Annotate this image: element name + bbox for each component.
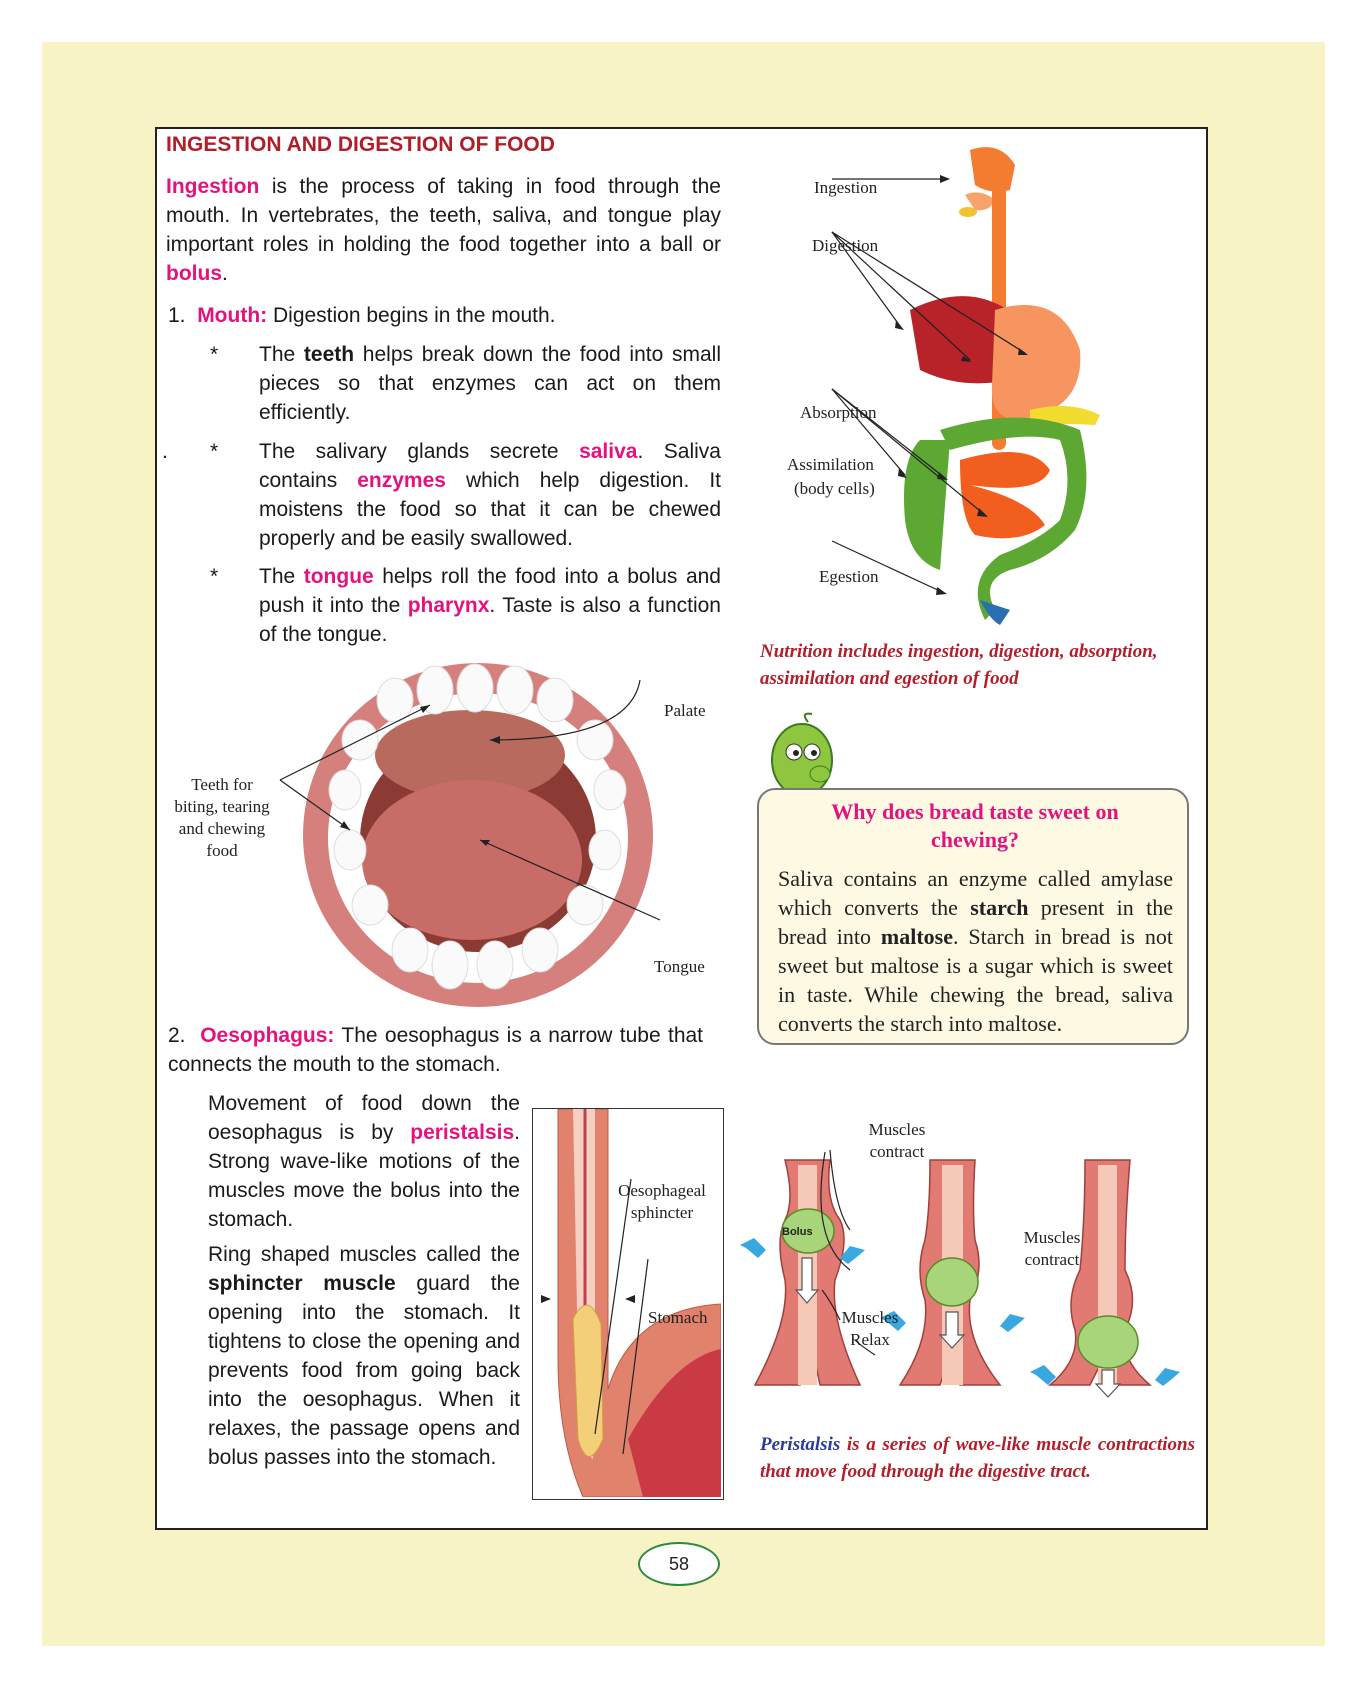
bullet-saliva: The salivary glands secrete saliva. Saliva contains enzymes which help digestion. It moistens the food so that it can be chewed properly and be easily swallowed. xyxy=(259,440,722,550)
label-muscles-relax: Muscles Relax xyxy=(841,1308,899,1349)
mouth-pointer-lines xyxy=(260,680,720,950)
label-palate: Palate xyxy=(664,701,706,720)
mouth-item: 1. Mouth: Digestion begins in the mouth. xyxy=(168,304,556,327)
digestive-arrows xyxy=(700,160,1120,630)
peristalsis-paragraph: Movement of food down the oesophagus is by peristalsis. Strong wave-like motions of the muscles move the bolus into the stomach. xyxy=(208,1092,520,1231)
label-muscles-contract-1: Muscles contract xyxy=(868,1120,926,1161)
bullet-star: * xyxy=(210,440,219,463)
label-body-cells: (body cells) xyxy=(794,479,875,498)
bullet-teeth: The teeth helps break down the food into small pieces so that enzymes can act on them efficiently. xyxy=(259,343,721,424)
question-answer: Saliva contains an enzyme called amylase which converts the starch present in the bread into maltose. Starch in bread is not sweet but maltose is a sugar which is sweet in taste. While chewing the bread, saliva converts the starch into maltose. xyxy=(778,866,1173,1036)
term-ingestion: Ingestion xyxy=(166,175,260,198)
label-teeth: Teeth for biting, tearing and chewing food xyxy=(174,775,270,860)
label-oesophageal-sphincter: Oesophageal sphincter xyxy=(618,1181,706,1222)
term-bolus: bolus xyxy=(166,262,222,285)
bullet-tongue: The tongue helps roll the food into a bolus and push it into the pharynx. Taste is also a function of the tongue. xyxy=(259,565,721,646)
label-muscles-contract-2: Muscles contract xyxy=(1023,1228,1081,1269)
peristalsis-caption: Peristalsis is a series of wave-like muscle contractions that move food through the digestive tract. xyxy=(760,1434,1195,1482)
bullet-star: * xyxy=(210,343,219,366)
question-title: Why does bread taste sweet on chewing? xyxy=(831,799,1119,852)
bullet-star: * xyxy=(210,565,219,588)
label-egestion: Egestion xyxy=(819,567,879,586)
page-number: 58 xyxy=(638,1542,720,1586)
label-absorption: Absorption xyxy=(800,403,877,422)
peristalsis-illustration xyxy=(740,1150,1200,1400)
label-bolus: Bolus xyxy=(782,1226,813,1238)
term-mouth: Mouth: xyxy=(197,304,268,327)
digestive-caption: Nutrition includes ingestion, digestion, absorption, assimilation and egestion of food xyxy=(760,641,1158,689)
section-heading: INGESTION AND DIGESTION OF FOOD xyxy=(166,133,555,156)
term-oesophagus: Oesophagus: xyxy=(200,1024,335,1047)
intro-paragraph: Ingestion is the process of taking in food through the mouth. In vertebrates, the teeth, saliva, and tongue play important roles in holding the food together into a ball or bolus. xyxy=(166,175,721,285)
stray-dot: . xyxy=(162,440,168,463)
label-assimilation: Assimilation xyxy=(787,455,874,474)
oesophagus-item: 2. Oesophagus: The oesophagus is a narrow tube that connects the mouth to the stomach. xyxy=(168,1024,704,1076)
label-ingestion: Ingestion xyxy=(814,178,878,197)
label-tongue: Tongue xyxy=(654,957,705,976)
sphincter-paragraph: Ring shaped muscles called the sphincter muscle guard the opening into the stomach. It tightens to close the opening and prevents food from going back into the oesophagus. When it relaxes, the passage opens and bolus passes into the stomach. xyxy=(208,1243,520,1469)
sphincter-illustration xyxy=(533,1109,721,1497)
label-digestion: Digestion xyxy=(812,236,879,255)
label-stomach: Stomach xyxy=(648,1308,708,1327)
